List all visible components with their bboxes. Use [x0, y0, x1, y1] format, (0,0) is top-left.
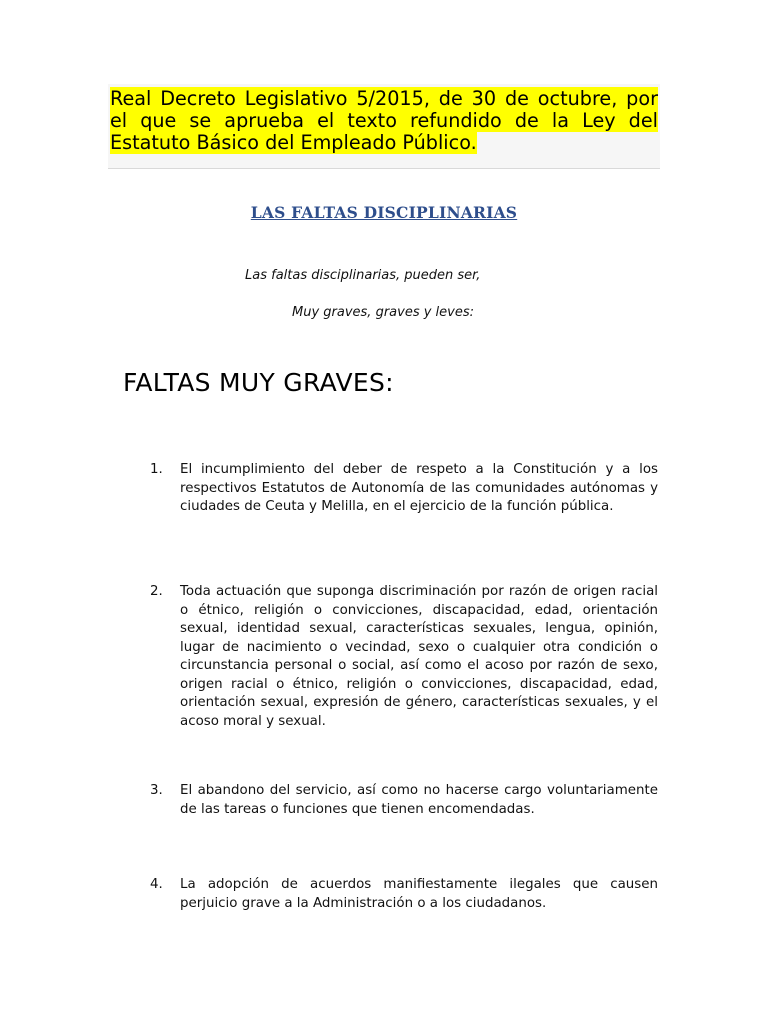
- decree-title-highlight: Real Decreto Legislativo 5/2015, de 30 de octubre, por el que se aprueba el texto refundido de la Ley del Estatuto Básico del Empleado Público.: [110, 87, 658, 154]
- item-number: 1.: [150, 462, 163, 477]
- item-number: 3.: [150, 783, 163, 798]
- item-text: El abandono del servicio, así como no hacerse cargo voluntariamente de las tareas o funciones que tienen encomendadas.: [180, 783, 658, 817]
- main-title: LAS FALTAS DISCIPLINARIAS: [250, 203, 518, 222]
- list-item: [150, 782, 658, 819]
- list-item: [150, 461, 658, 517]
- intro-line-1: Las faltas disciplinarias, pueden ser,: [245, 268, 481, 283]
- item-number: 4.: [150, 877, 163, 892]
- decree-title: [110, 88, 658, 154]
- intro-line-2: Muy graves, graves y leves:: [292, 305, 475, 320]
- section-heading: FALTAS MUY GRAVES:: [123, 368, 394, 397]
- item-number: 2.: [150, 584, 163, 599]
- item-text: La adopción de acuerdos manifiestamente ilegales que causen perjuicio grave a la Administración o a los ciudadanos.: [180, 877, 658, 911]
- list-item: [150, 583, 658, 731]
- item-text: Toda actuación que suponga discriminación por razón de origen racial o étnico, religión o convicciones, discapacidad, edad, orientación sexual, identidad sexual, características sexuales, lengua, opinión, lugar de nacimiento o vecindad, sexo o cualquier otra condición o circunstancia personal o social, así como el acoso por razón de sexo, origen racial o étnico, religión o convicciones, discapacidad, edad, orientación sexual, expresión de género, características sexuales, y el acoso moral y sexual.: [180, 584, 658, 729]
- list-item: [150, 876, 658, 913]
- item-text: El incumplimiento del deber de respeto a la Constitución y a los respectivos Estatutos de Autonomía de las comunidades autónomas y ciudades de Ceuta y Melilla, en el ejercicio de la función pública.: [180, 462, 658, 514]
